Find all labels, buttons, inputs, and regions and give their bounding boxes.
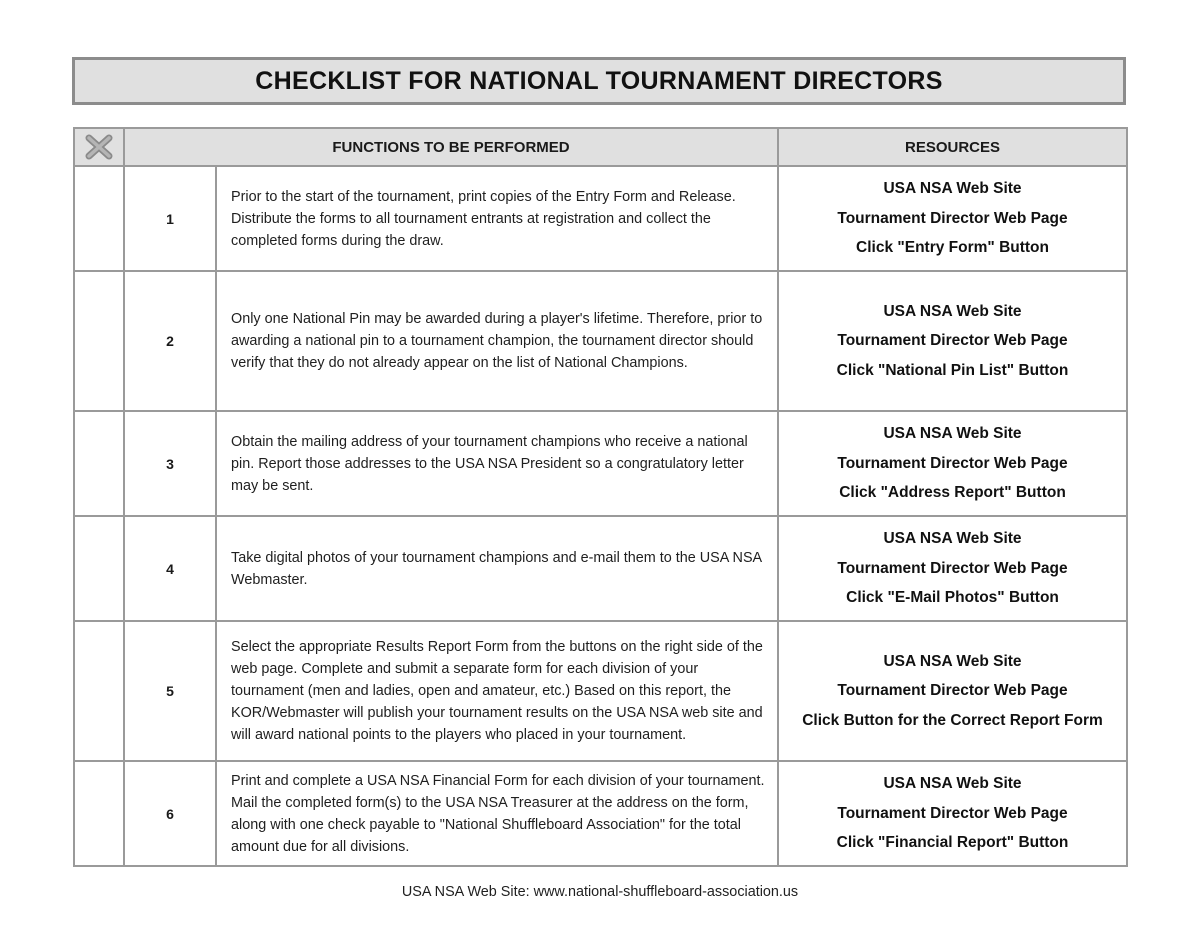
row-number: 2 [124,271,216,411]
footer-website: USA NSA Web Site: www.national-shuffleboard-association.us [401,884,799,900]
table-header-row [74,128,1127,166]
row-number: 5 [124,621,216,761]
check-cell [74,516,124,621]
resource-line: Tournament Director Web Page [837,454,1068,472]
row-resources [778,271,1127,411]
row-resources [778,516,1127,621]
table-row [74,271,1127,411]
resource-line: USA NSA Web Site [883,180,1022,198]
resource-line: Tournament Director Web Page [837,804,1068,822]
check-cell [74,411,124,516]
checklist-table [73,127,1128,867]
check-cell [74,621,124,761]
row-resources [778,761,1127,866]
resource-line: Tournament Director Web Page [837,209,1068,227]
resource-line: Click "Financial Report" Button [836,834,1069,852]
row-description: Take digital photos of your tournament champions and e-mail them to the USA NSA Webmaster. [216,516,778,621]
resource-line: Click "E-Mail Photos" Button [846,589,1059,607]
row-description: Select the appropriate Results Report Form from the buttons on the right side of the web page. Complete and submit a separate form for each division of your tournament (men and ladies, open and amateur, etc.) Based on this report, the KOR/Webmaster will publish your tournament results on the USA NSA web site and will award national points to the players who placed in your tournament. [216,621,778,761]
resource-line: Click "Entry Form" Button [856,239,1049,257]
resource-line: Tournament Director Web Page [837,682,1068,700]
table-row [74,516,1127,621]
resource-line: Tournament Director Web Page [837,332,1068,350]
title-box [72,57,1126,105]
check-cell [74,166,124,271]
check-cell [74,271,124,411]
row-description: Prior to the start of the tournament, print copies of the Entry Form and Release. Distribute the forms to all tournament entrants at registration and collect the completed forms during the draw. [216,166,778,271]
row-resources [778,166,1127,271]
resource-line: USA NSA Web Site [883,302,1022,320]
row-number: 3 [124,411,216,516]
row-resources [778,411,1127,516]
check-cell [74,761,124,866]
row-number: 4 [124,516,216,621]
row-description: Print and complete a USA NSA Financial Form for each division of your tournament. Mail the completed form(s) to the USA NSA Treasurer at the address on the form, along with one check payable to "National Shuffleboard Association" for the total amount due for all divisions. [216,761,778,866]
page-title: CHECKLIST FOR NATIONAL TOURNAMENT DIRECTORS [255,66,943,95]
row-number: 1 [124,166,216,271]
row-number: 6 [124,761,216,866]
close-x-icon [84,133,114,161]
table-row [74,621,1127,761]
resource-line: USA NSA Web Site [883,425,1022,443]
table-row [74,411,1127,516]
row-description: Only one National Pin may be awarded during a player's lifetime. Therefore, prior to awarding a national pin to a tournament champion, the tournament director should verify that they do not already appear on the list of National Champions. [216,271,778,411]
resource-line: USA NSA Web Site [883,775,1022,793]
row-description: Obtain the mailing address of your tournament champions who receive a national pin. Report those addresses to the USA NSA President so a congratulatory letter may be sent. [216,411,778,516]
resource-line: Click Button for the Correct Report Form [802,711,1103,729]
header-functions: FUNCTIONS TO BE PERFORMED [124,128,778,166]
table-row [74,166,1127,271]
table-row [74,761,1127,866]
resource-line: Click "National Pin List" Button [836,361,1069,379]
resource-line: Click "Address Report" Button [839,484,1066,502]
resource-line: USA NSA Web Site [883,652,1022,670]
resource-line: USA NSA Web Site [883,530,1022,548]
header-resources: RESOURCES [778,128,1127,166]
resource-line: Tournament Director Web Page [837,559,1068,577]
header-check-cell [74,128,124,166]
row-resources [778,621,1127,761]
